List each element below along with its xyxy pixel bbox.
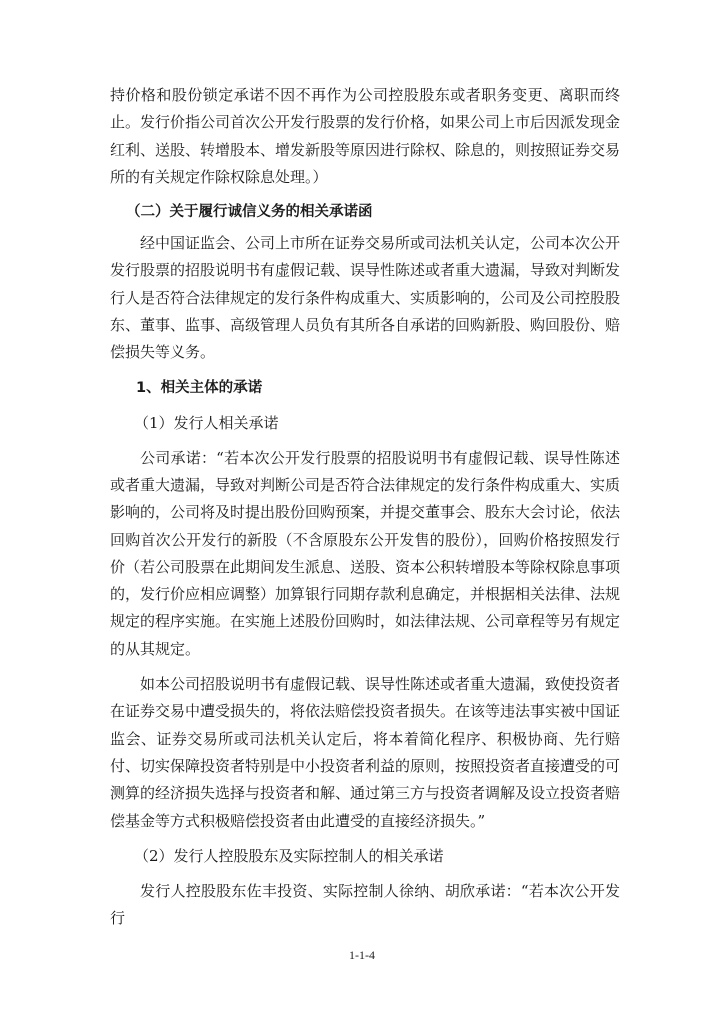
item1-title: （1）发行人相关承诺 xyxy=(134,413,279,432)
item1-paragraph-2: 如本公司招股说明书有虚假记载、误导性陈述或者重大遗漏，致使投资者在证券交易中遭受损失的，将依法赔偿投资者损失。在该等违法事实被中国证监会、证券交易所或司法机关认定后，将本着简化程序、积极协商、先行赔付、切实保障投资者特别是中小投资者利益的原则，按照投资者直接遭受的可测算的经济损失选择与投资者和解、通过第三方与投资者调解及设立投资者赔偿基金等方式积极赔偿投资者由此遭受的直接经济损失。” xyxy=(110,675,621,830)
item2-paragraph-1: 发行人控股股东佐丰投资、实际控制人徐纳、胡欣承诺：“若本次公开发行 xyxy=(110,881,620,928)
continuation-paragraph: 持价格和股份锁定承诺不因不再作为公司控股股东或者职务变更、离职而终止。发行价指公司首次公开发行股票的发行价格，如果公司上市后因派发现金红利、送股、转增股本、增发新股等原因进行除权、除息的，则按照证券交易所的有关规定作除权除息处理。） xyxy=(110,86,621,186)
section-heading: （二）关于履行诚信义务的相关承诺函 xyxy=(126,204,373,221)
section-intro-paragraph: 经中国证监会、公司上市所在证券交易所或司法机关认定，公司本次公开发行股票的招股说明书有虚假记载、误导性陈述或者重大遗漏，导致对判断发行人是否符合法律规定的发行条件构成重大、实质影响的，公司及公司控股股东、董事、监事、高级管理人员负有其所各自承诺的回购新股、购回股份、赔偿损失等义务。 xyxy=(110,234,621,362)
page-number: 1-1-4 xyxy=(349,948,375,962)
item1-paragraph-1: 公司承诺：“若本次公开发行股票的招股说明书有虚假记载、误导性陈述或者重大遗漏，导致对判断公司是否符合法律规定的发行条件构成重大、实质影响的，公司将及时提出股份回购预案，并提交董事会、股东大会讨论，依法回购首次公开发行的新股（不含原股东公开发售的股份），回购价格按照发行价（若公司股票在此期间发生派息、送股、资本公积转增股本等除权除息事项的，发行价应相应调整）加算银行同期存款利息确定，并根据相关法律、法规规定的程序实施。在实施上述股份回购时，如法律法规、公司章程等另有规定的从其规定。 xyxy=(110,448,621,658)
item2-title: （2）发行人控股股东及实际控制人的相关承诺 xyxy=(134,846,444,865)
subsection-heading: 1、相关主体的承诺 xyxy=(136,379,263,396)
document-body xyxy=(110,82,620,932)
